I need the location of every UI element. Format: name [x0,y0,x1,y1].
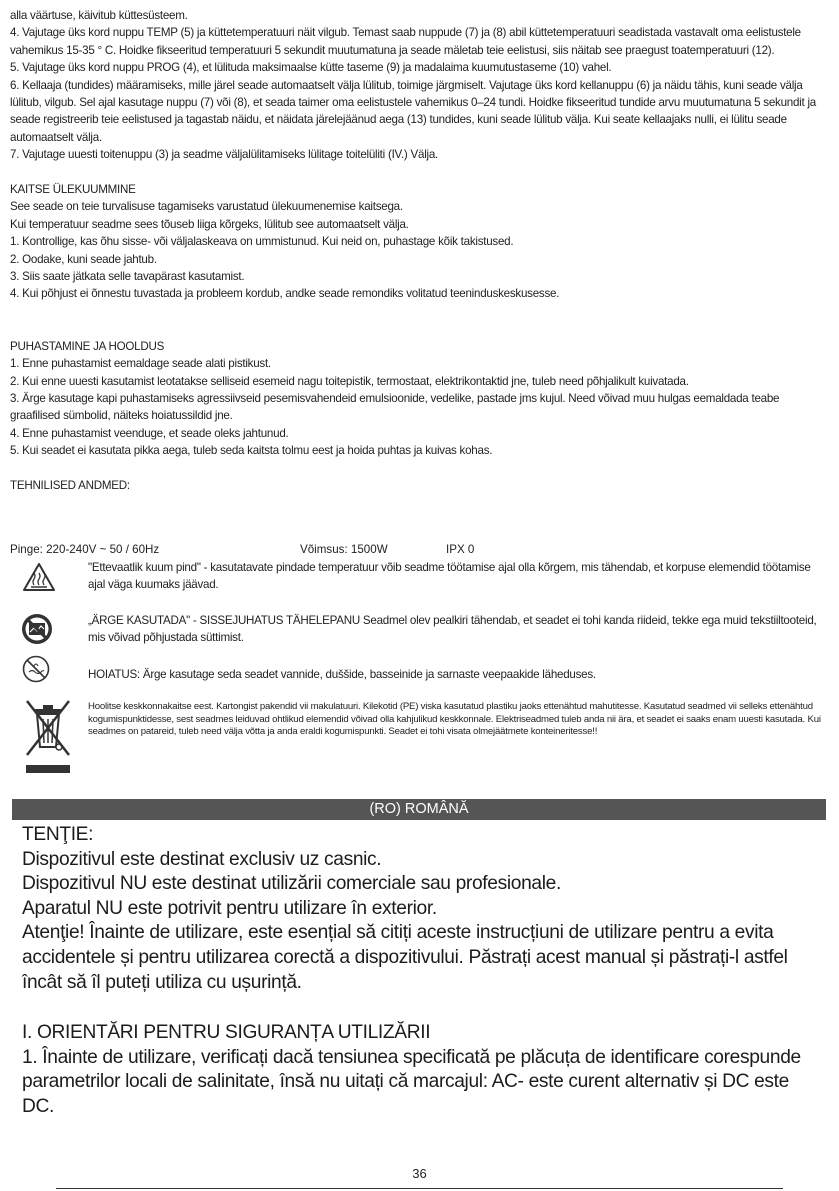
romanian-caution [22,823,822,995]
weee-text: Hoolitse keskkonnakaitse eest. Kartongist pakendid vii makulatuuri. Kilekotid (PE) viska kasutatud plastiku jaoks ettenähtud mahutitesse. Kasutatud seadmed vii selleks ettenähtud kogumispunktidesse, sest seadmes leiduvad ohtlikud elemendid võivad olla kahjulikud keskkonnale. Elektriseadmed tuleb anda nii ära, et seadet ei saaks enam uuesti kasutada. Kui seadmes on patareid, tuleb need välja võtta ja anda eraldi kogumispunkti. Seadet ei tohi visata olmejäätmete konteineritesse!! [88,701,821,738]
warning-text: „ÄRGE KASUTADA" - SISSEJUHATUS TÄHELEPANU Seadmel olev pealkiri tähendab, et seadet ei tohi kanda riideid, tekke ega muid tekstiiltooteid, mis võivad põhjustada süttimist. [88,614,817,645]
paragraph: Aparatul NU este potrivit pentru utilizare în exterior. [22,897,437,919]
page-number: 36 [412,1166,427,1181]
paragraph: 5. Vajutage üks kord nuppu PROG (4), et lülituda maksimaalse kütte taseme (9) ja madalaima kuumutustaseme (10) vahel. [10,61,612,75]
hot-surface-icon [22,562,56,592]
paragraph: See seade on teie turvalisuse tagamiseks varustatud ülekuumenemise kaitsega. [10,200,403,214]
romanian-safety [22,1021,822,1119]
paragraph: 2. Oodake, kuni seade jahtub. [10,252,157,266]
warning-text: HOIATUS: Ärge kasutage seda seadet vannide, duššide, basseinide ja sarnaste veepaakide läheduses. [88,668,596,681]
paragraph: 4. Vajutage üks kord nuppu TEMP (5) ja küttetemperatuuri näit vilgub. Temast saab nuppude (7) ja (8) abil küttetemperatuuri seadistada vastavalt oma eelistustele vahemikus 15-35 ° C. Hoidke fikseeritud temperatuuri 5 sekundit muutumatuna ja seade mäletab teie eelistusi, siis näitab see praegust toatemperatuuri (12). [10,26,801,57]
footer-divider [56,1188,783,1189]
paragraph: 1. Înainte de utilizare, verificați dacă tensiunea specificată pe plăcuța de identificare corespunde parametrilor locali de salinitate, însă nu uitați că marcajul: AC- este curent alternativ și DC este DC. [22,1046,801,1117]
warning-text: "Ettevaatlik kuum pind" - kasutatavate pindade temperatuur võib seadme töötamise ajal olla kõrgem, mis tähendab, et korpuse elemendid töötamise ajal väga kuumaks jäävad. [88,561,811,592]
spec-power: Võimsus: 1500W [300,543,388,556]
do-not-cover-icon [20,612,54,646]
spec-voltage: Pinge: 220-240V ~ 50 / 60Hz [10,543,160,556]
paragraph: 1. Kontrollige, kas õhu sisse- või väljalaskeava on ummistunud. Kui neid on, puhastage kõik takistused. [10,235,514,249]
paragraph: Atenţie! Înainte de utilizare, este esențial să citiți aceste instrucțiuni de utilizare pentru a evita accidentele și pentru utilizarea corectă a dispozitivului. Păstrați acest manual și păstrați-l astfel încât să îl puteți utiliza cu ușurință. [22,922,788,993]
section-title-tech: TEHNILISED ANDMED: [10,478,130,492]
weee-bin-icon [23,697,73,775]
section-title-cleaning: PUHASTAMINE JA HOOLDUS [10,339,165,353]
paragraph: 4. Enne puhastamist veenduge, et seade oleks jahtunud. [10,426,289,440]
paragraph: 5. Kui seadet ei kasutata pikka aega, tuleb seda kaitsta tolmu eest ja hoida puhtas ja kuivas kohas. [10,444,493,458]
caution-title: TENŢIE: [22,824,94,845]
paragraph: 3. Siis saate jätkata selle tavapärast kasutamist. [10,270,245,284]
paragraph: Dispozitivul NU este destinat utilizării comerciale sau profesionale. [22,873,561,895]
paragraph: 7. Vajutage uuesti toitenuppu (3) ja seadme väljalülitamiseks lülitage toitelüliti (IV.) Välja. [10,148,439,162]
paragraph: Kui temperatuur seadme sees tõuseb liiga kõrgeks, lülitub see automaatselt välja. [10,217,409,231]
paragraph: 4. Kui põhjust ei õnnestu tuvastada ja probleem kordub, andke seade remondiks volitatud teeninduskeskusesse. [10,287,560,301]
paragraph: 6. Kellaaja (tundides) määramiseks, mille järel seade automaatselt välja lülitub, toimige järgmiselt. Vajutage üks kord kellanuppu (6) ja näidu tähis, kuni seade välja lülitub, vilgub. Sel ajal kasutage nuppu (7) või (8), et seada taimer oma eelistustele vahemikus 0–24 tundi. Hoidke fikseeritud tundide arvu muutumatuna 5 sekundit ja seade registreerib teie eelistused ja tagastab näidu, et näidata järelejäänud aega (13) tundides, kuni seade lülitub välja. Kui seate kellaajaks nulli, ei lülitu seade automaatselt välja. [10,78,816,144]
no-water-icon [21,654,51,684]
language-header-romanian: (RO) ROMÂNĂ [12,799,826,820]
estonian-instructions [10,7,828,494]
section-title-safety: I. ORIENTĂRI PENTRU SIGURANȚA UTILIZĂRII [22,1022,431,1043]
paragraph: 3. Ärge kasutage kapi puhastamiseks agressiivseid pesemisvahendeid emulsioonide, vedelike, pastade jms kujul. Need võivad muu hulgas eemaldada teabe graafilised sümbolid, näiteks hoiatussildid jne. [10,391,780,423]
spec-ipx: IPX 0 [446,543,475,556]
paragraph: alla väärtuse, käivitub küttesüsteem. [10,9,188,22]
paragraph: 2. Kui enne uuesti kasutamist leotatakse selliseid esemeid nagu toitepistik, termostaat, elektrikontaktid jne, tuleb need põhjalikult kuivatada. [10,374,689,388]
section-title-overheat: KAITSE ÜLEKUUMMINE [10,183,136,197]
paragraph: Dispozitivul este destinat exclusiv uz casnic. [22,848,382,870]
paragraph: 1. Enne puhastamist eemaldage seade alati pistikust. [10,357,271,371]
